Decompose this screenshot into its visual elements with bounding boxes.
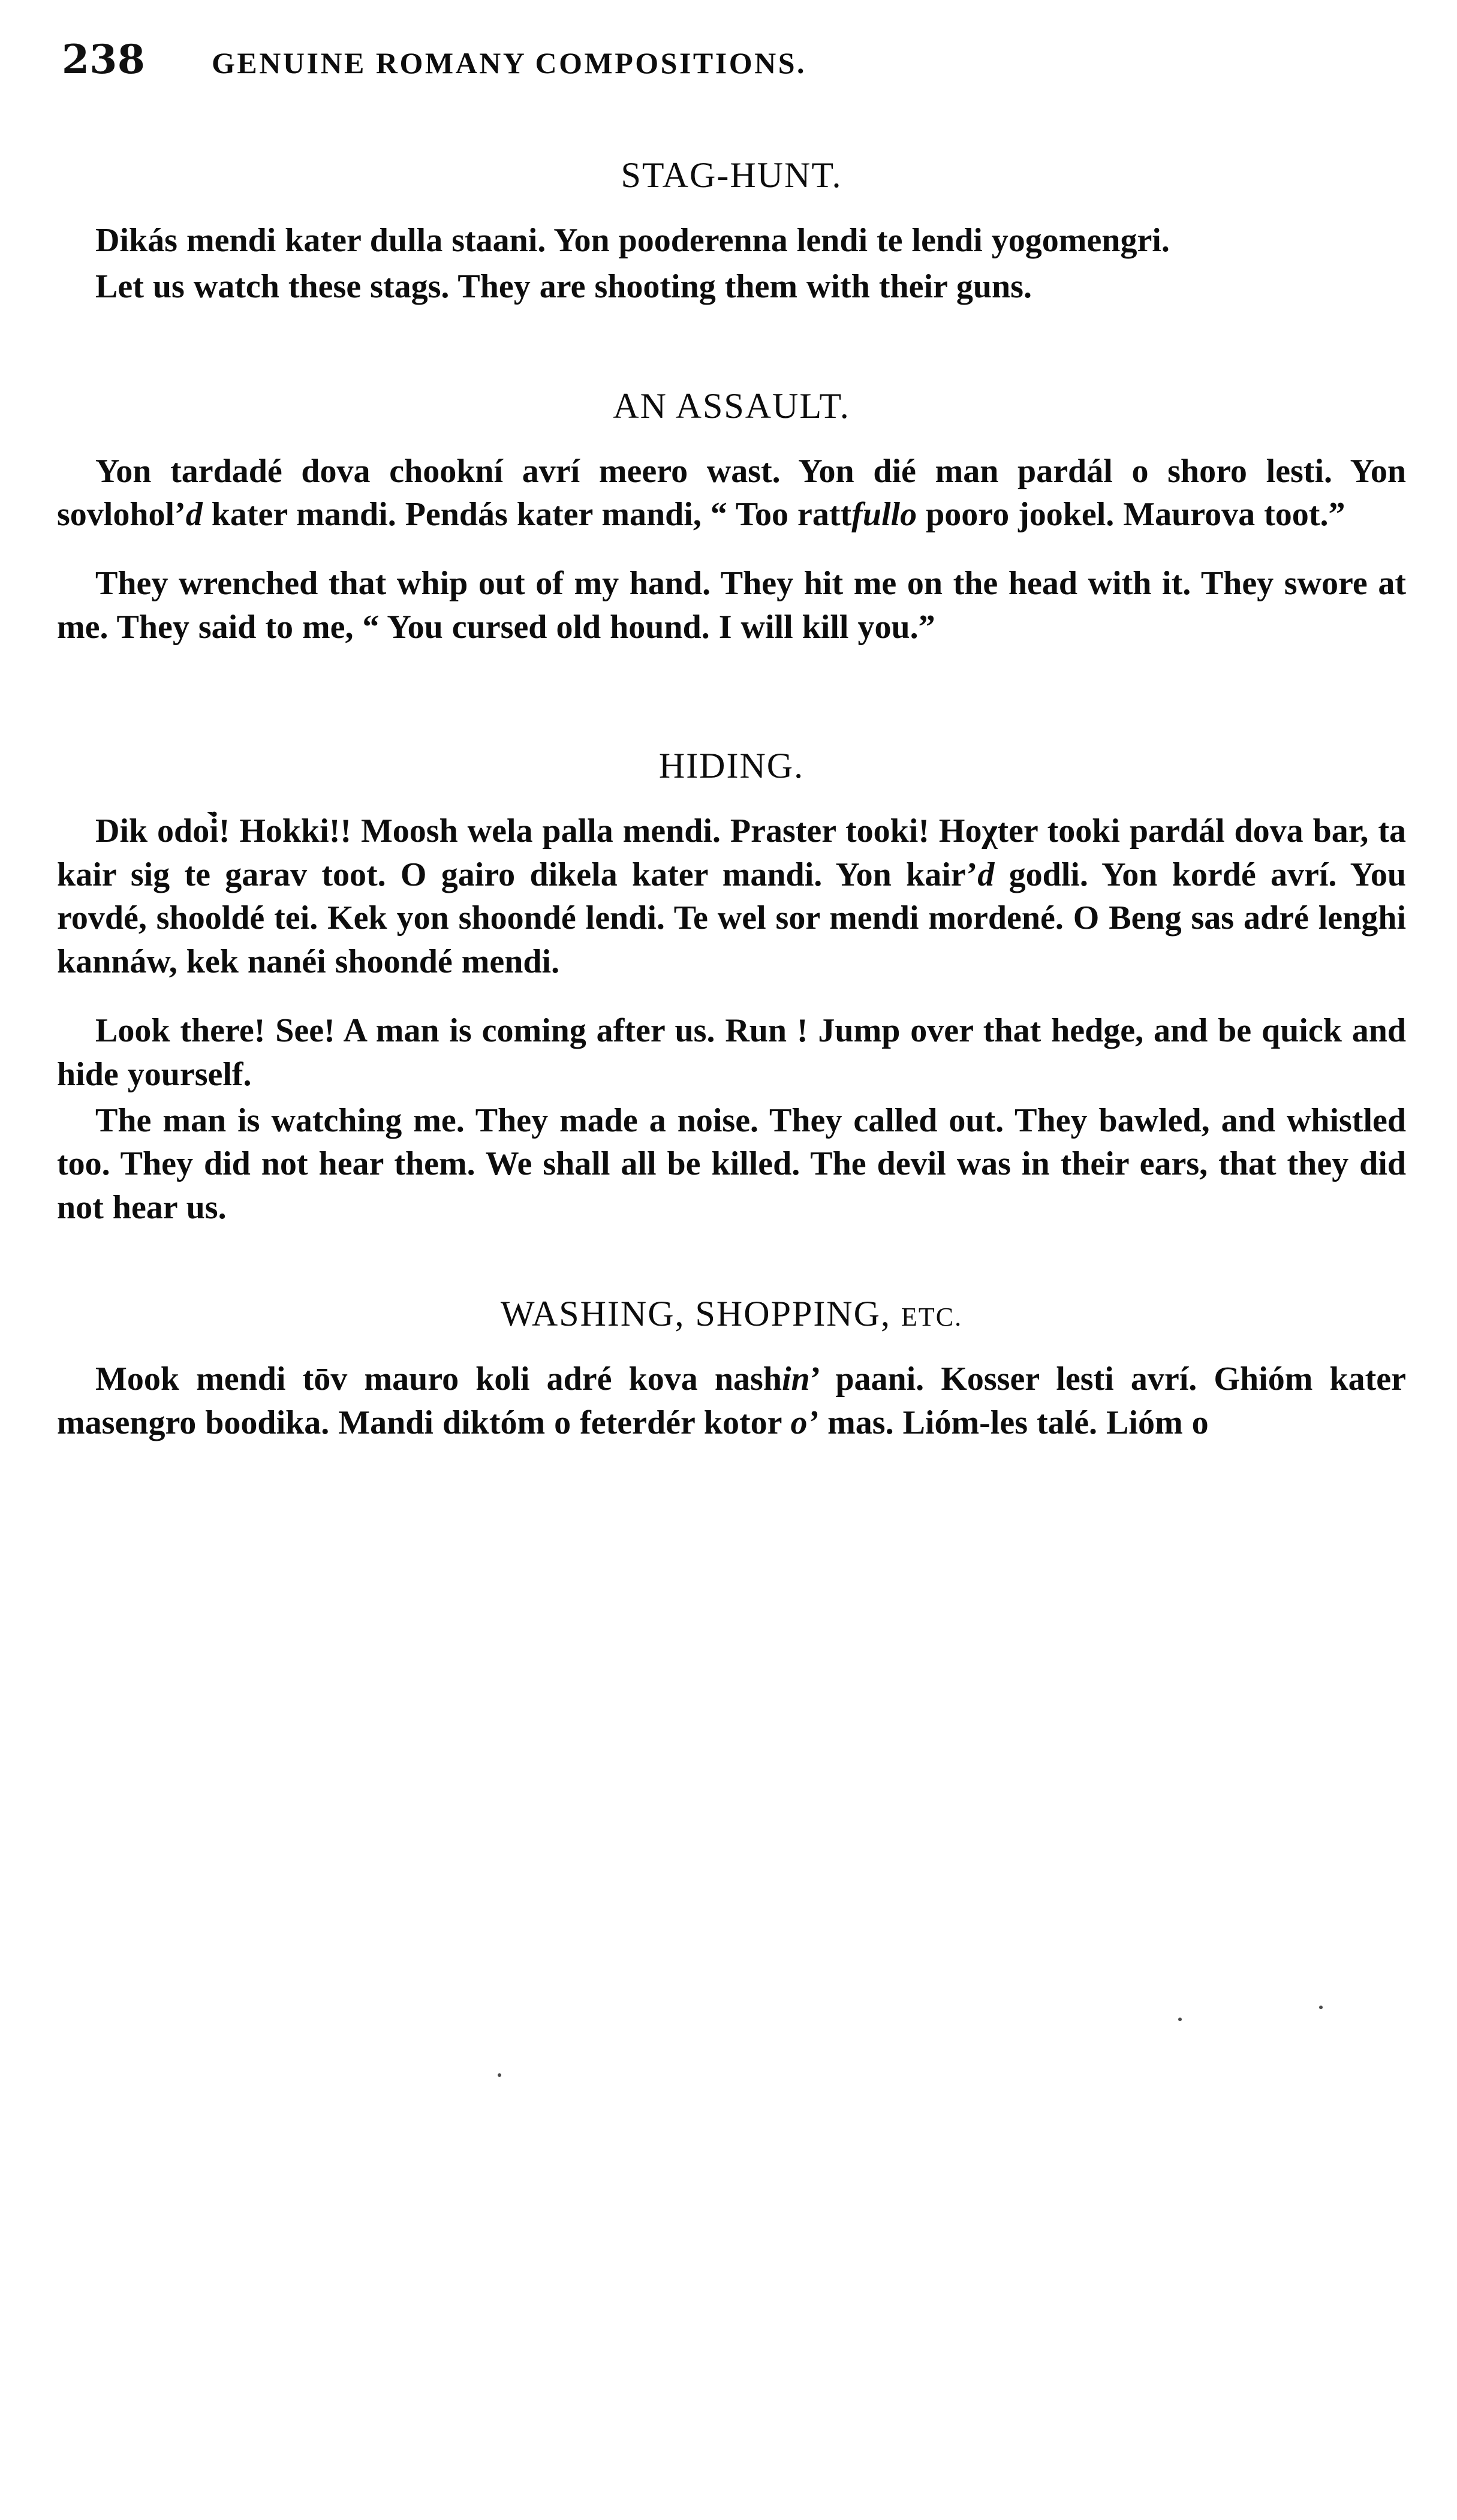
section-heading-washing-shopping — [57, 1293, 1406, 1335]
romany-italic-1: d — [185, 496, 203, 534]
paragraph-romany-hiding — [57, 809, 1406, 984]
section-heading-stag-hunt: STAG-HUNT. — [621, 155, 842, 195]
paragraph-english-an-assault: They wrenched that whip out of my hand. They hit me on the head with it. They swore at me. They said to me, “ You cursed old hound. I will kill you.” — [57, 565, 1406, 646]
print-speck — [498, 2073, 501, 2077]
romany-italic-1: d — [977, 856, 995, 893]
romany-text-part-2: godli. Yon kordé avrí. You rovdé, shooldé tei. Kek yon shoondé lendi. Te wel sor mendi mordené. O Beng sas adré lenghi kannáw, kek nanéi shoondé mendi. — [57, 856, 1406, 981]
running-head — [62, 36, 1406, 83]
running-head-title: GENUINE ROMANY COMPOSITIONS. — [212, 46, 807, 80]
paragraph-romany-an-assault — [57, 450, 1406, 537]
romany-text-part-1: Yon tardadé dova chookní avrí meero wast. Yon dié man pardál o shoro lesti. Yon sovlohol’ — [57, 452, 1406, 534]
paragraph-english-hiding-2: The man is watching me. They made a noise. They called out. They bawled, and whistled too. They did not hear them. We shall all be killed. The devil was in their ears, that they did not hear us. — [57, 1101, 1406, 1227]
romany-text-part-1: Mook mendi tōv mauro koli adré kova nash — [95, 1360, 782, 1398]
romany-text-part-2: kater mandi. Pendás kater mandi, “ Too ratt — [202, 496, 852, 534]
paragraph-romany-washing-shopping — [57, 1357, 1406, 1445]
paragraph-english-hiding-1: Look there! See! A man is coming after us. Run ! Jump over that hedge, and be quick and hide yourself. — [57, 1011, 1406, 1093]
romany-italic-1: in — [782, 1360, 810, 1398]
romany-text-part-3: mas. Lióm-les talé. Lióm o — [818, 1404, 1209, 1441]
heading-etc-text: ETC. — [901, 1302, 963, 1332]
page-number: 238 — [62, 36, 146, 83]
romany-text-part-2: ’ paani. Kosser lesti avrí. Ghióm kater masengro boodika. Mandi diktóm o feterdér kotor — [57, 1360, 1406, 1441]
section-heading-an-assault: AN ASSAULT. — [613, 386, 850, 426]
print-speck — [1319, 2006, 1323, 2009]
romany-text-part-1: Dik odoi̇̀! Hokki!! Moosh wela palla mendi. Praster tooki! Hoχter tooki pardál dova bar, ta kair sig te garav toot. O gairo dikela kater mandi. Yon kair’ — [57, 812, 1406, 893]
section-heading-hiding: HIDING. — [658, 745, 805, 785]
paragraph-english-stag-hunt: Let us watch these stags. They are shooting them with their guns. — [95, 267, 1032, 305]
heading-main-text: WASHING, SHOPPING, — [500, 1293, 891, 1333]
page-content — [57, 36, 1406, 1451]
print-speck — [1178, 2018, 1182, 2021]
romany-text-part-3: pooro jookel. Maurova toot.” — [917, 496, 1345, 534]
paragraph-romany-stag-hunt: Dikás mendi kater dulla staani. Yon pooderenna lendi te lendi yogomengri. — [95, 222, 1170, 259]
romany-italic-2: fullo — [851, 496, 917, 534]
romany-italic-2: o’ — [790, 1404, 819, 1441]
